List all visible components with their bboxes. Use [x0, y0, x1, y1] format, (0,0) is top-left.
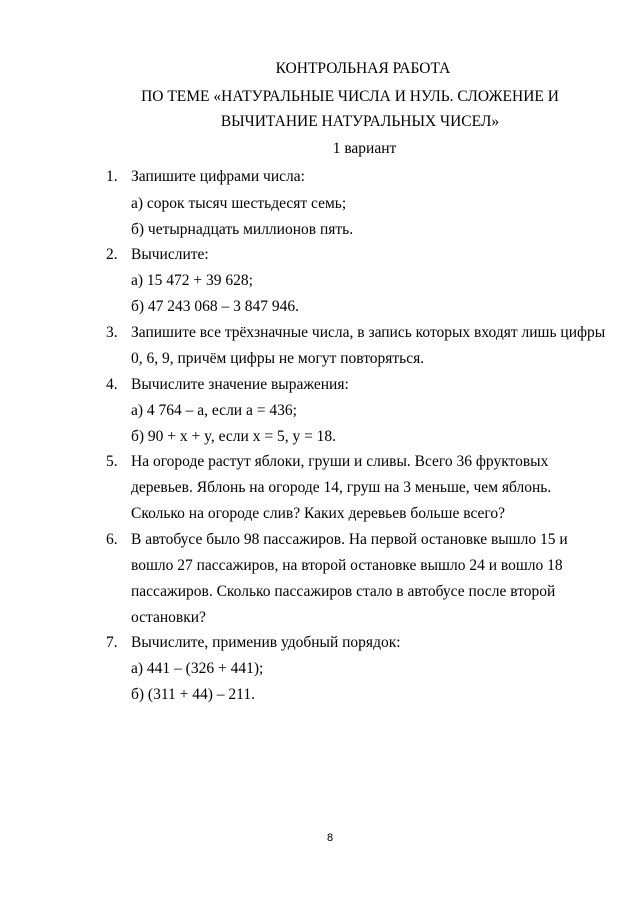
task-line: а) 441 – (326 + 441);	[131, 660, 264, 677]
task-line: а) 15 472 + 39 628;	[131, 272, 253, 289]
task-line: Вычислите, применив удобный порядок:	[131, 634, 401, 651]
task-line: В автобусе было 98 пассажиров. На первой остановке вышло 15 и	[131, 531, 568, 548]
task-line: остановки?	[131, 609, 206, 626]
task-number: 3.	[106, 324, 118, 341]
task-line: б) четырнадцать миллионов пять.	[131, 221, 354, 238]
title-line-2: ПО ТЕМЕ «НАТУРАЛЬНЫЕ ЧИСЛА И НУЛЬ. СЛОЖЕНИЕ И	[141, 88, 559, 105]
task-line: 0, 6, 9, причём цифры не могут повторяться.	[131, 350, 425, 367]
task-line: Вычислите значение выражения:	[131, 376, 349, 393]
task-line: На огороде растут яблоки, груши и сливы. Всего 36 фруктовых	[131, 453, 549, 470]
task-number: 4.	[106, 376, 118, 393]
task-line: Запишите все трёхзначные числа, в запись которых входят лишь цифры	[131, 324, 606, 341]
variant-label: 1 вариант	[332, 140, 397, 157]
task-number: 6.	[106, 531, 118, 548]
task-line: б) 47 243 068 – 3 847 946.	[131, 298, 300, 315]
task-number: 5.	[106, 453, 118, 470]
task-line: а) 4 764 – a, если a = 436;	[131, 402, 297, 419]
task-line: Вычислите:	[131, 246, 209, 263]
task-number: 1.	[106, 168, 118, 185]
task-line: б) (311 + 44) – 211.	[131, 686, 255, 703]
task-line: Сколько на огороде слив? Каких деревьев больше всего?	[131, 505, 506, 522]
task-line: б) 90 + x + y, если x = 5, y = 18.	[131, 428, 337, 445]
task-line: а) сорок тысяч шестьдесят семь;	[131, 195, 347, 212]
page-number: 8	[326, 832, 334, 844]
task-number: 7.	[106, 634, 118, 651]
title-line-1: КОНТРОЛЬНАЯ РАБОТА	[275, 60, 451, 77]
title-line-3: ВЫЧИТАНИЕ НАТУРАЛЬНЫХ ЧИСЕЛ»	[220, 113, 500, 130]
task-line: Запишите цифрами числа:	[131, 168, 305, 185]
task-line: вошло 27 пассажиров, на второй остановке вышло 24 и вошло 18	[131, 557, 563, 574]
task-line: пассажиров. Сколько пассажиров стало в автобусе после второй	[131, 583, 556, 600]
task-line: деревьев. Яблонь на огороде 14, груш на 3 меньше, чем яблонь.	[131, 479, 552, 496]
task-number: 2.	[106, 246, 118, 263]
